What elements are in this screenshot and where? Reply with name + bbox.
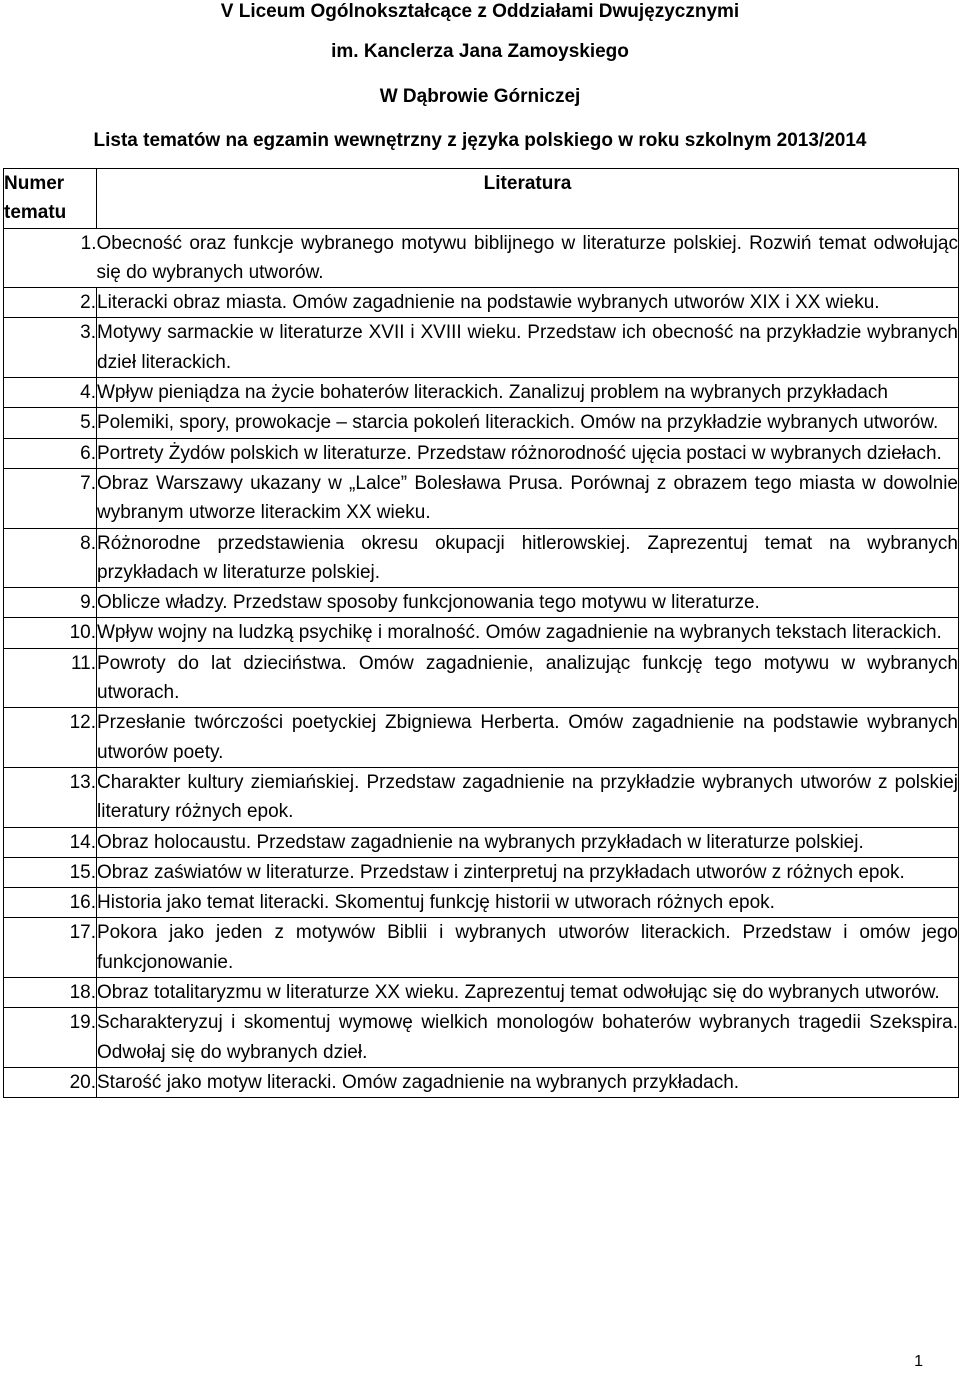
table-row (4, 827, 959, 857)
table-row (4, 318, 959, 378)
topic-text: Obraz holocaustu. Przedstaw zagadnienie na wybranych przykładach w literaturze polskiej. (97, 827, 959, 857)
topic-text: Portrety Żydów polskich w literaturze. Przedstaw różnorodność ujęcia postaci w wybranych dziełach. (97, 438, 959, 468)
school-patron: im. Kanclerza Jana Zamoyskiego (331, 41, 629, 62)
topic-number: 20. (4, 1067, 97, 1097)
topic-text: Literacki obraz miasta. Omów zagadnienie na podstawie wybranych utworów XIX i XX wieku. (97, 288, 959, 318)
topic-number: 17. (4, 918, 97, 978)
topic-number: 3. (4, 318, 97, 378)
topic-text: Scharakteryzuj i skomentuj wymowę wielkich monologów bohaterów wybranych tragedii Szekspira. Odwołaj się do wybranych dzieł. (97, 1008, 959, 1068)
topic-number: 4. (4, 378, 97, 408)
topic-number: 8. (4, 528, 97, 588)
topic-text: Historia jako temat literacki. Skomentuj funkcję historii w utworach różnych epok. (97, 888, 959, 918)
topic-number: 7. (4, 468, 97, 528)
table-row (4, 288, 959, 318)
topic-text: Obecność oraz funkcje wybranego motywu biblijnego w literaturze polskiej. Rozwiń temat odwołując się do wybranych utworów. (97, 228, 959, 288)
topic-text: Różnorodne przedstawienia okresu okupacji hitlerowskiej. Zaprezentuj temat na wybranych przykładach w literaturze polskiej. (97, 528, 959, 588)
topic-number: 13. (4, 767, 97, 827)
column-header-literature: Literatura (97, 169, 959, 229)
column-header-number: Numer tematu (4, 169, 97, 229)
table-row (4, 408, 959, 438)
topic-number: 2. (4, 288, 97, 318)
table-row (4, 918, 959, 978)
table-row (4, 378, 959, 408)
topics-table (3, 168, 959, 1098)
table-row (4, 528, 959, 588)
topic-text: Wpływ wojny na ludzką psychikę i moralność. Omów zagadnienie na wybranych tekstach literackich. (97, 618, 959, 648)
topic-number: 19. (4, 1008, 97, 1068)
school-city: W Dąbrowie Górniczej (379, 86, 581, 107)
topic-text: Powroty do lat dzieciństwa. Omów zagadnienie, analizując funkcję tego motywu w wybranych utworach. (97, 648, 959, 708)
table-row (4, 228, 959, 288)
topic-number: 15. (4, 857, 97, 887)
topic-number: 10. (4, 618, 97, 648)
document-title: Lista tematów na egzamin wewnętrzny z języka polskiego w roku szkolnym 2013/2014 (93, 130, 867, 151)
table-row (4, 857, 959, 887)
topic-number: 6. (4, 438, 97, 468)
topic-number: 16. (4, 888, 97, 918)
table-row (4, 588, 959, 618)
table-row (4, 978, 959, 1008)
table-row (4, 1008, 959, 1068)
table-row (4, 648, 959, 708)
topic-text: Obraz zaświatów w literaturze. Przedstaw i zinterpretuj na przykładach utworów z różnych epok. (97, 857, 959, 887)
page-number: 1 (914, 1353, 923, 1370)
topic-text: Obraz totalitaryzmu w literaturze XX wieku. Zaprezentuj temat odwołując się do wybranych utworów. (97, 978, 959, 1008)
topic-number: 11. (4, 648, 97, 708)
topic-number: 1. (4, 228, 97, 288)
school-name: V Liceum Ogólnokształcące z Oddziałami Dwujęzycznymi (220, 1, 740, 22)
table-row (4, 888, 959, 918)
topic-text: Polemiki, spory, prowokacje – starcia pokoleń literackich. Omów na przykładzie wybranych utworów. (97, 408, 959, 438)
table-row (4, 1067, 959, 1097)
table-row (4, 468, 959, 528)
topic-number: 9. (4, 588, 97, 618)
topic-number: 12. (4, 708, 97, 768)
topic-text: Obraz Warszawy ukazany w „Lalce” Bolesława Prusa. Porównaj z obrazem tego miasta w dowolnie wybranym utworze literackim XX wieku. (97, 468, 959, 528)
topics-body (4, 228, 959, 1098)
topic-text: Oblicze władzy. Przedstaw sposoby funkcjonowania tego motywu w literaturze. (97, 588, 959, 618)
table-row (4, 618, 959, 648)
topic-text: Starość jako motyw literacki. Omów zagadnienie na wybranych przykładach. (97, 1067, 959, 1097)
topic-text: Wpływ pieniądza na życie bohaterów literackich. Zanalizuj problem na wybranych przykładach (97, 378, 959, 408)
topic-text: Pokora jako jeden z motywów Biblii i wybranych utworów literackich. Przedstaw i omów jego funkcjonowanie. (97, 918, 959, 978)
table-row (4, 767, 959, 827)
topic-text: Przesłanie twórczości poetyckiej Zbigniewa Herberta. Omów zagadnienie na podstawie wybranych utworów poety. (97, 708, 959, 768)
table-header-row (4, 169, 959, 229)
topic-number: 18. (4, 978, 97, 1008)
topic-number: 14. (4, 827, 97, 857)
topic-text: Motywy sarmackie w literaturze XVII i XVIII wieku. Przedstaw ich obecność na przykładzie wybranych dzieł literackich. (97, 318, 959, 378)
table-row (4, 438, 959, 468)
topic-text: Charakter kultury ziemiańskiej. Przedstaw zagadnienie na przykładzie wybranych utworów z polskiej literatury różnych epok. (97, 767, 959, 827)
table-row (4, 708, 959, 768)
topic-number: 5. (4, 408, 97, 438)
